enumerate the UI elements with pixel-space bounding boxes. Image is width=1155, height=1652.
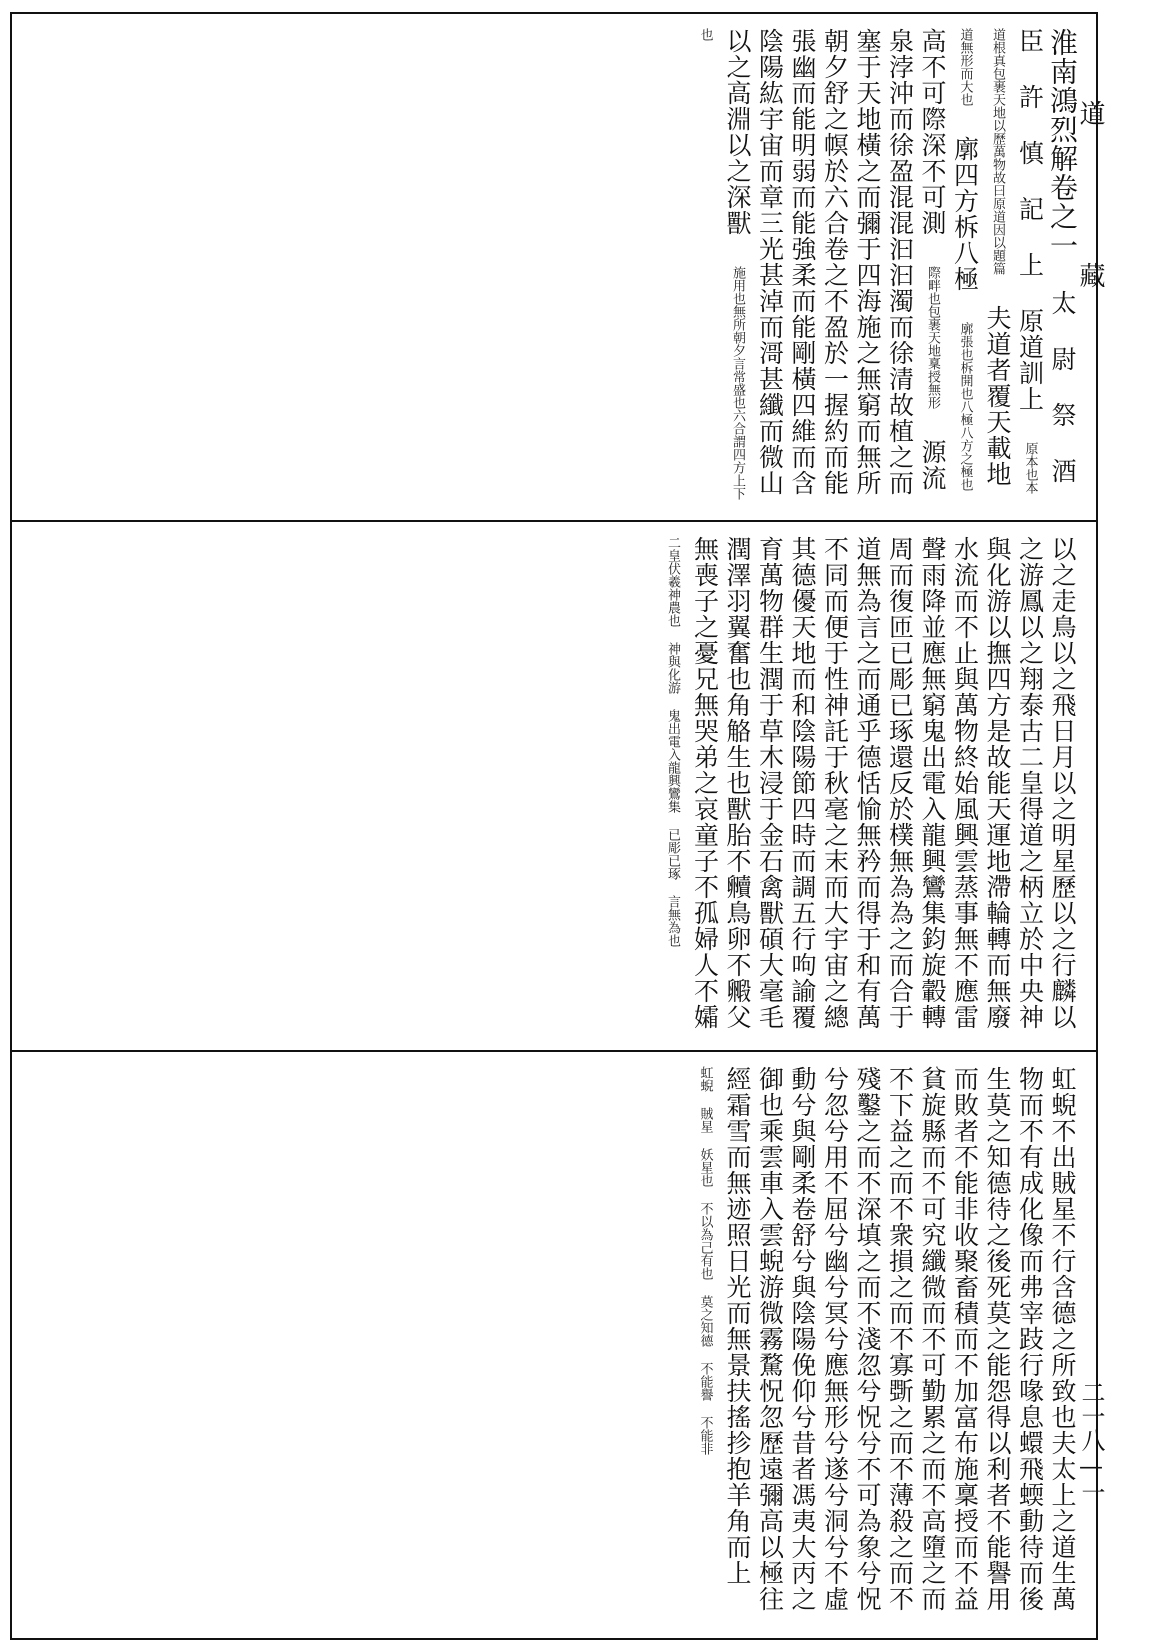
page-frame <box>10 12 1098 1640</box>
main-text: 廓四方柝八極 <box>950 136 980 292</box>
commentary-note: 廓張也柝開也八極八方之極也 <box>957 322 973 491</box>
panel-lower <box>12 1052 1096 1638</box>
commentary-note: 施用也無所朝夕言常盛也六合謂四方上下也 <box>697 28 745 500</box>
author-line: 太 尉 祭 酒 臣 許 慎 記 上 <box>1015 28 1077 484</box>
commentary-note: 二皇伏羲神農也 神與化游 鬼出電入龍興鸞集 已彫已琢 言無為也 <box>665 536 680 947</box>
chapter-title: 原道訓上 <box>1015 308 1045 412</box>
text-column-block-middle <box>644 522 1097 1050</box>
page-number: 二一八—一 <box>1077 1380 1105 1504</box>
text-column-block-lower <box>676 1052 1096 1638</box>
commentary-note: 道無形而大也 <box>957 28 973 106</box>
main-text: 高不可際深不可測 <box>918 28 947 236</box>
commentary-note: 際畔也包裹天地稟授無形 <box>925 266 940 409</box>
chapter-note: 原本也本道根真包裹天地以歷萬物故曰原道因以題篇 <box>990 28 1038 494</box>
commentary-note: 虹蜺 賊星 妖星也 不以為己有也 莫之知德 不能譽 不能非 <box>697 1066 713 1455</box>
main-text: 虹蜺不出賊星不行含德之所致也夫太上之道生萬物而不有成化像而弗宰跂行喙息蠉飛蝡動待而後生莫之知德待之後死莫之能怨得以利者不能譽用而敗者不能非收聚畜積而不加富布施稟授而不益貧旋縣而不可究纖微而不可勤累之而不高墮之而不下益之而不衆損之而不寡斲之而不薄殺之而不殘鑿之而不深填之而不淺忽兮怳兮不可為象兮怳兮忽兮用不屈兮幽兮冥兮應無形兮遂兮洞兮不虛動兮與剛柔卷舒兮與陰陽俛仰兮昔者馮夷大丙之御也乘雲車入雲蜺游微霧騖怳忽歷遠彌高以極往經霜雪而無迹照日光而無景扶搖抮抱羊角而上 <box>723 1066 1077 1612</box>
main-text: 源流泉浡沖而徐盈混混汩汩濁而徐清故植之而塞于天地橫之而彌于四海施之無窮而無所朝夕舒之幎於六合卷之不盈於一握約而能張幽而能明弱而能強柔而能剛橫四維而含陰陽紘宇宙而章三光甚淖而滒甚纖而微山以之高淵以之深獸 <box>723 28 947 496</box>
text-column-block-upper <box>676 14 1096 520</box>
margin-label-dao: 道 <box>1075 100 1105 126</box>
margin-label-zang: 藏 <box>1075 262 1105 288</box>
main-text: 夫道者覆天載地 <box>983 305 1012 487</box>
panel-upper <box>12 14 1096 522</box>
main-text: 以之走鳥以之飛日月以之明星歷以之行麟以之游鳳以之翔泰古二皇得道之柄立於中央神與化游以撫四方是故能天運地滯輪轉而無廢水流而不止與萬物終始風興雲蒸事無不應雷聲雨降並應無窮鬼出電入龍興鸞集鈞旋轂轉周而復匝已彫已琢還反於樸無為為之而合于道無為言之而通乎德恬愉無矜而得于和有萬不同而便于性神託于秋毫之末而大宇宙之總其德優天地而和陰陽節四時而調五行呴諭覆育萬物群生潤于草木浸于金石禽獸碩大毫毛潤澤羽翼奮也角觡生也獸胎不贕鳥卵不毈父無喪子之憂兄無哭弟之哀童子不孤婦人不孀 <box>690 536 1077 1030</box>
panel-middle <box>12 522 1096 1052</box>
scroll-title: 淮南鴻烈解卷之一 <box>1046 28 1079 260</box>
